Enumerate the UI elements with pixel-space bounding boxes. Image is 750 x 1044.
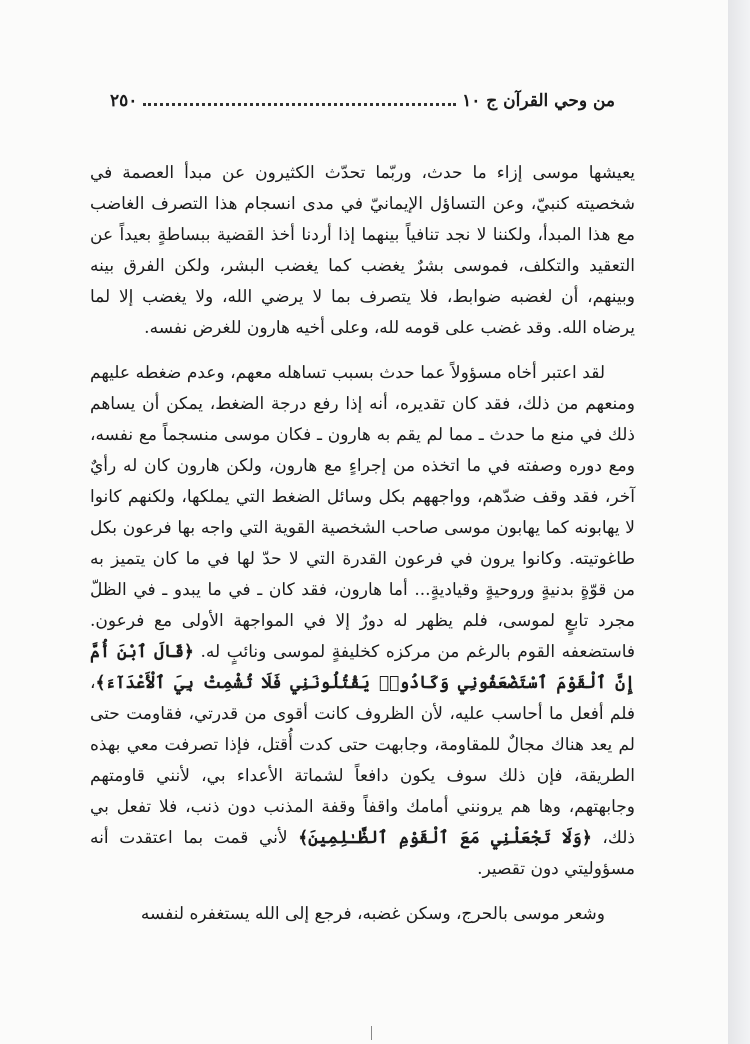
running-title: من وحي القرآن ج ١٠ — [462, 91, 615, 111]
quran-verse-1: قَالَ ٱبْنَ أُمَّ إِنَّ ٱلْقَوْمَ ٱسْتَضْعَفُونِي وَكَادُوا۟ يَقْتُلُونَنِي فَلَا تُشْمِتْ بِيَ ٱلْأَعْدَآءَ — [90, 642, 635, 693]
paragraph-2 — [90, 358, 635, 885]
quran-verse-2: وَلَا تَجْعَلْنِي مَعَ ٱلْقَوْمِ ٱلظَّـٰلِمِينَ — [308, 828, 582, 848]
quran-bracket-close-2: ﴾ — [298, 828, 309, 848]
page-header — [96, 84, 629, 118]
paragraph-1: يعيشها موسى إزاء ما حدث، وربّما تحدّث الكثيرون عن مبدأ العصمة في شخصيته كنبيّ، وعن التساؤل الإيمانيّ في مدى انسجام هذا التصرف الغاضب مع هذا المبدأ، ولكننا لا نجد تنافياً بينهما إذا أردنا أخذ القضية ببساطةٍ بعيداً عن التعقيد والتكلف، فموسى بشرٌ يغضب كما يغضب البشر، ولكن الفرق بينه وبينهم، أن لغضبه ضوابط، فلا يتصرف بما لا يرضي الله، ولا يغضب إلا لما يرضاه الله. وقد غضب على قومه لله، وعلى أخيه هارون للغرض نفسه. — [90, 163, 635, 338]
quran-bracket-open-2: ﴿ — [581, 828, 592, 848]
paragraph-2-part-a: لقد اعتبر أخاه مسؤولاً عما حدث بسبب تساهله معهم، وعدم ضغطه عليهم ومنعهم من ذلك، فقد كان تقديره، أنه إذا رفع درجة الضغط، يمكن أن يساهم ذلك في منع ما حدث ـ مما لم يقم به هارون ـ فكان موسى منسجماً مع نفسه، ومع دوره وصفته في ما اتخذه من إجراءٍ مع هارون، ولكن هارون كان له رأيٌ آخر، فقد وقف ضدّهم، وواجههم بكل وسائل الضغط التي يملكها، ولكنهم كانوا لا يهابونه كما يهابون موسى صاحب الشخصية القوية التي واجه بها فرعون بكل طاغوتيته. وكانوا يرون في فرعون القدرة التي لا حدّ لها في ما كان يتميز به من قوّةٍ بدنيةٍ وروحيةٍ وقياديةٍ... أما هارون، فقد كان ـ في ما يبدو ـ في الظلّ مجرد تابعٍ لموسى، فلم يظهر له دورٌ إلا في المواجهة الأولى مع فرعون. فاستضعفه القوم بالرغم من مركزه كخليفةٍ لموسى ونائبٍ له. — [90, 363, 636, 662]
page-crease-mark — [371, 1026, 372, 1040]
page-number: ٢٥٠ — [110, 91, 138, 111]
paragraph-2-part-b: ، فلم أفعل ما أحاسب عليه، لأن الظروف كانت أقوى من قدرتي، فقاومت حتى لم يعد هناك مجالٌ للمقاومة، وجابهت حتى كدت أُقتل، فإذا تصرفت معي بهذه الطريقة، فإن ذلك سوف يكون دافعاً لشماتة الأعداء بي، لأنني قاومتهم وجابهتهم، وها هم يرونني أمامك واقفاً وقفة المذنب دون ذنب، فلا تفعل بي ذلك، — [90, 673, 635, 848]
body-text — [90, 158, 635, 930]
paragraph-3: وشعر موسى بالحرج، وسكن غضبه، فرجع إلى الله يستغفره لنفسه — [140, 904, 605, 924]
quran-bracket-open: ﴿ — [183, 642, 194, 662]
header-dot-leader — [143, 103, 456, 106]
quran-bracket-close: ﴾ — [95, 673, 106, 693]
page-edge — [728, 0, 750, 1044]
paragraph-2-part-c: لأني قمت بما اعتقدت أنه مسؤوليتي دون تقصير. — [90, 828, 635, 879]
